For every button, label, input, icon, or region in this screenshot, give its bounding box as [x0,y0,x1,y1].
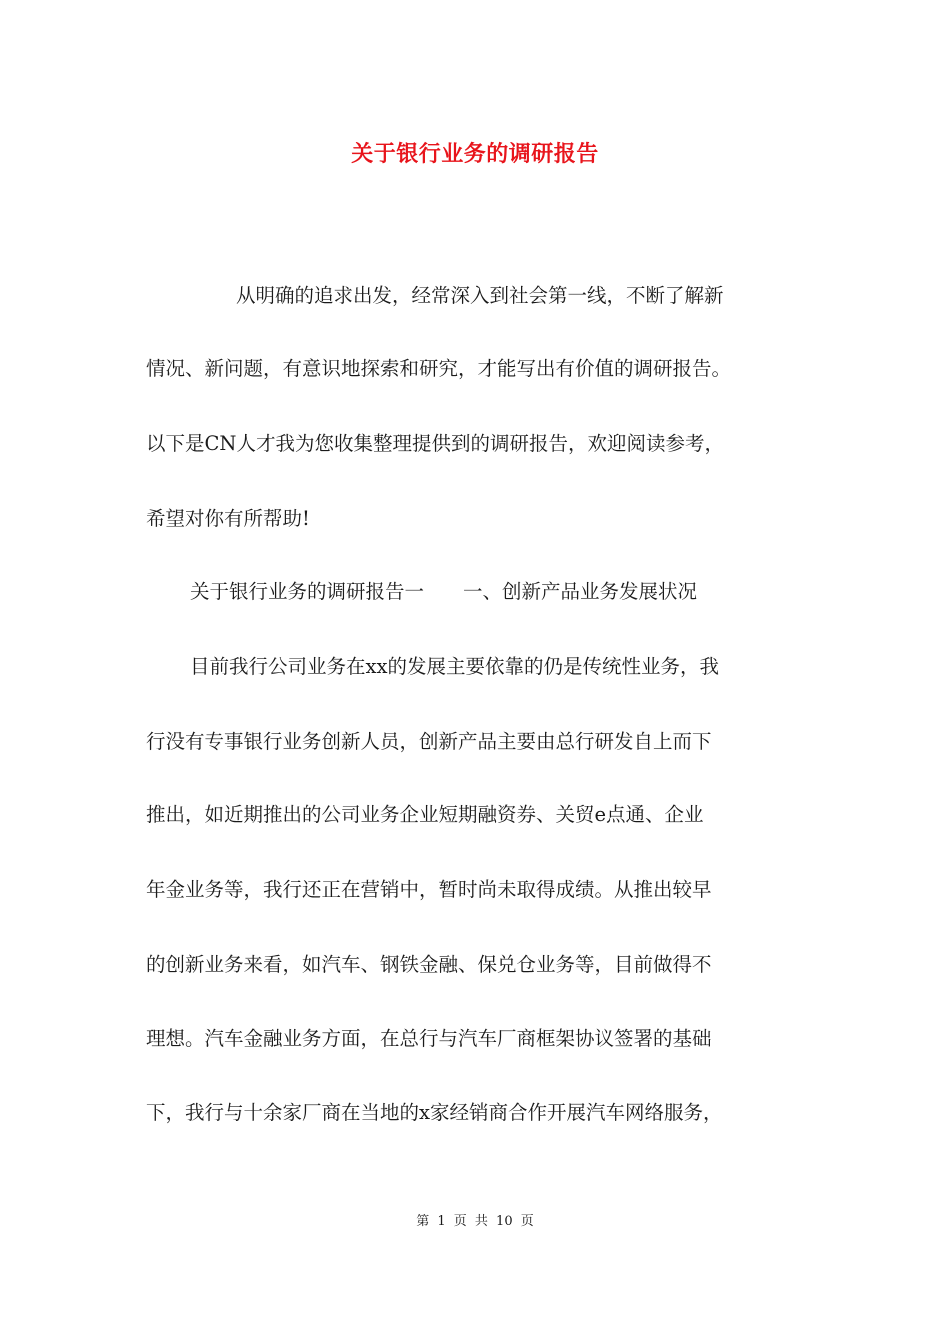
intro-line: 从明确的追求出发，经常深入到社会第一线，不断了解新 [236,284,724,307]
body-line: 的创新业务来看，如汽车、钢铁金融、保兑仓业务等，目前做得不 [146,953,712,976]
body-line: 年金业务等，我行还正在营销中，暂时尚未取得成绩。从推出较早 [146,878,712,901]
document-title: 关于银行业务的调研报告 [351,141,599,167]
section-heading: 关于银行业务的调研报告一 一、创新产品业务发展状况 [190,580,698,603]
body-line: 理想。汽车金融业务方面，在总行与汽车厂商框架协议签署的基础 [146,1027,712,1050]
intro-line: 以下是CN人才我为您收集整理提供到的调研报告，欢迎阅读参考， [146,432,724,455]
body-line: 行没有专事银行业务创新人员，创新产品主要由总行研发自上而下 [146,730,712,753]
intro-line: 希望对你有所帮助! [146,507,310,530]
intro-line: 情况、新问题，有意识地探索和研究，才能写出有价值的调研报告。 [146,357,732,380]
page-number-footer: 第 1 页 共 10 页 [416,1214,534,1229]
body-line: 推出，如近期推出的公司业务企业短期融资券、关贸e点通、企业 [146,803,704,826]
body-line: 目前我行公司业务在xx的发展主要依靠的仍是传统性业务，我 [190,655,719,678]
body-line: 下，我行与十余家厂商在当地的x家经销商合作开展汽车网络服务， [146,1101,723,1124]
